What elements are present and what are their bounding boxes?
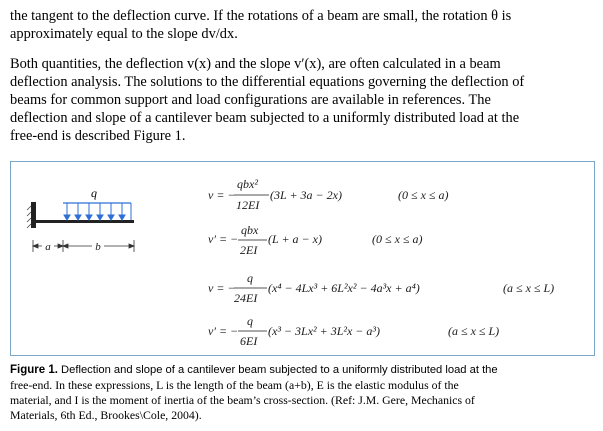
eq3-denominator: 24EI: [234, 291, 258, 305]
eq3-lhs: v = −: [208, 281, 236, 295]
equation-slope-2: [208, 314, 499, 348]
eq2-range: (0 ≤ x ≤ a): [372, 232, 423, 246]
intro-line-2: approximately equal to the slope dv/dx.: [10, 26, 238, 42]
eq1-expression: (3L + 3a − 2x): [270, 188, 342, 202]
figure-canvas: [11, 162, 594, 355]
caption-line-4: Materials, 6th Ed., Brookes\Cole, 2004).: [10, 408, 202, 422]
eq1-range: (0 ≤ x ≤ a): [398, 188, 449, 202]
eq4-range: (a ≤ x ≤ L): [448, 324, 500, 338]
eq2-denominator: 2EI: [240, 243, 258, 257]
wall-hatching: [27, 206, 31, 228]
caption-label: Figure 1.: [10, 364, 58, 376]
caption-line-1-text: Deflection and slope of a cantilever beam subjected to a uniformly distributed load at the: [57, 364, 498, 376]
eq3-expression: (x⁴ − 4Lx³ + 6L²x² − 4a³x + a⁴): [268, 281, 420, 295]
eq1-lhs: v = −: [208, 188, 236, 202]
eq1-numerator: qbx²: [237, 177, 258, 191]
figure-frame: [10, 161, 595, 356]
dimension-b-label: b: [95, 241, 101, 253]
eq1-denominator: 12EI: [236, 198, 260, 212]
eq4-numerator: q: [247, 314, 253, 328]
equations: [208, 177, 554, 348]
body-line-4: deflection and slope of a cantilever beam subjected to a uniformly distributed load at the: [10, 110, 520, 126]
eq3-numerator: q: [247, 271, 253, 285]
beam: [36, 220, 134, 223]
fixed-support-wall: [31, 202, 36, 228]
caption-line-3: material, and I is the moment of inertia of the beam’s cross-section. (Ref: J.M. Gere, Mechanics of: [10, 393, 475, 407]
body-line-3: beams for common support and load configurations are available in references. The: [10, 92, 491, 108]
equation-deflection-2: [208, 271, 554, 305]
eq4-denominator: 6EI: [240, 334, 258, 348]
load-label: q: [91, 186, 97, 200]
intro-line-1: the tangent to the deflection curve. If the rotations of a beam are small, the rotation θ is: [10, 8, 512, 24]
eq3-range: (a ≤ x ≤ L): [503, 281, 555, 295]
body-line-1: Both quantities, the deflection v(x) and the slope v′(x), are often calculated in a beam: [10, 56, 501, 72]
intro-paragraph: [10, 7, 596, 43]
cantilever-diagram: [27, 186, 134, 253]
body-paragraph: [10, 55, 596, 145]
eq2-expression: (L + a − x): [268, 232, 322, 246]
body-line-2: deflection analysis. The solutions to the differential equations governing the deflection of: [10, 74, 525, 90]
equation-deflection-1: [208, 177, 449, 212]
equation-slope-1: [208, 223, 423, 257]
eq4-expression: (x³ − 3Lx² + 3L²x − a³): [268, 324, 381, 338]
eq2-lhs: v′ = −: [208, 232, 239, 246]
eq2-numerator: qbx: [241, 223, 259, 237]
eq4-lhs: v′ = −: [208, 324, 239, 338]
figure-caption: [10, 362, 596, 423]
distributed-load: [63, 203, 131, 220]
dimension-a-label: a: [45, 241, 51, 253]
caption-line-2: free-end. In these expressions, L is the length of the beam (a+b), E is the elastic modulus of the: [10, 378, 459, 392]
caption-line-1: [10, 362, 596, 378]
body-line-5: free-end is described Figure 1.: [10, 128, 186, 144]
